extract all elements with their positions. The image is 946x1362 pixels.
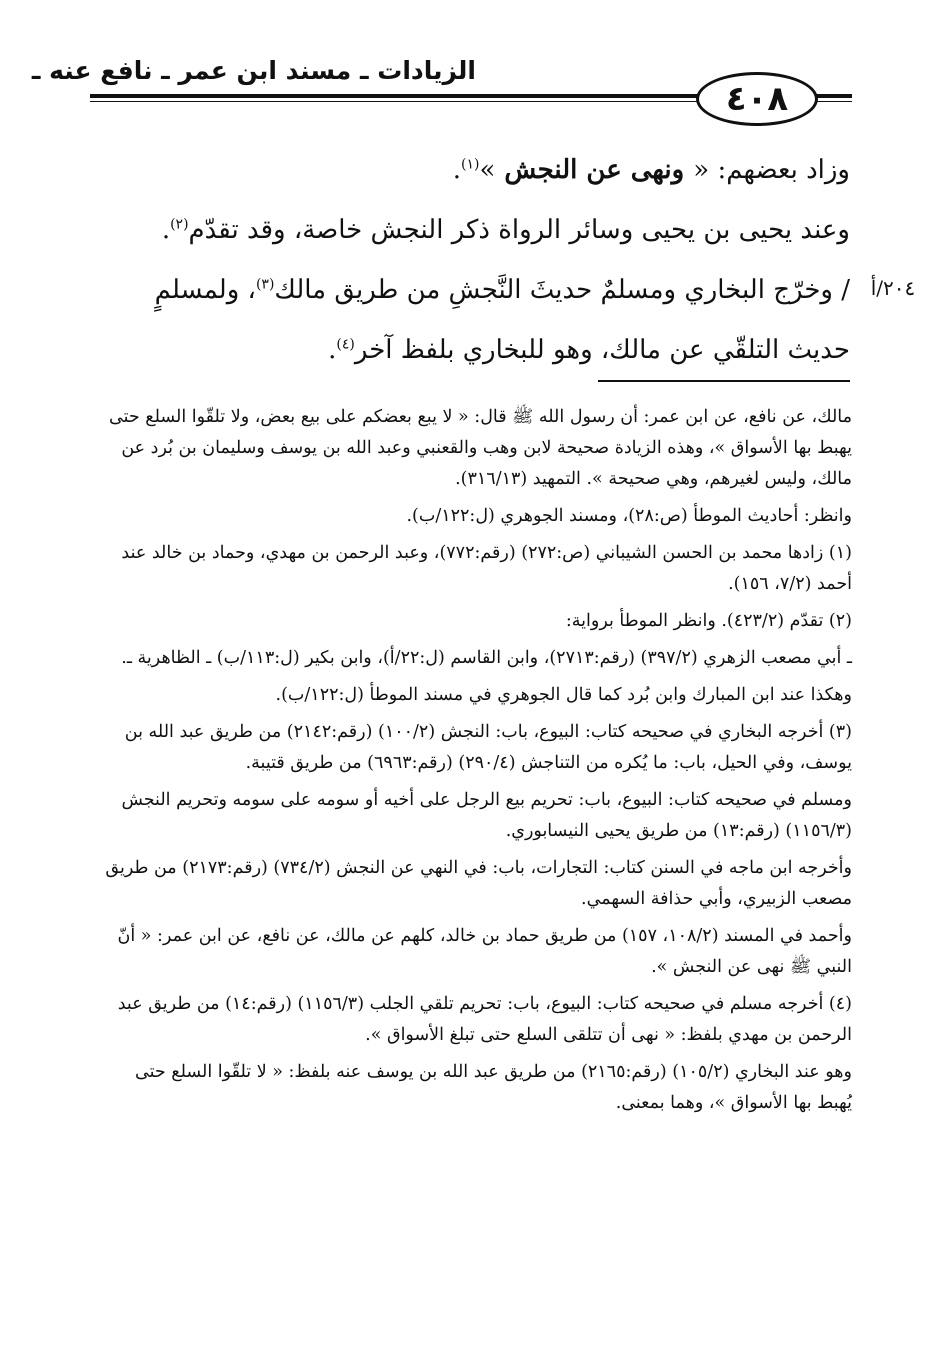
running-header: الزيادات ـ مسند ابن عمر ـ نافع عنه ـ: [31, 56, 476, 85]
footnote-ref-4[interactable]: (٤): [336, 336, 355, 353]
p1-end: .: [452, 155, 461, 185]
footnote-3-c: وأحمد في المسند (١٠٨/٢، ١٥٧) من طريق حماد بن خالد، كلهم عن مالك، عن نافع، عن ابن عمر: « أنّ النبي ﷺ نهى عن النجش ».: [117, 926, 852, 977]
footnotes: [95, 402, 852, 1125]
main-paragraph-1: [95, 140, 850, 200]
footnote-2-b: وهكذا عند ابن المبارك وابن بُرد كما قال الجوهري في مسند الموطأ (ل:١٢٢/ب).: [275, 685, 852, 705]
footnote-ref-3[interactable]: (٣): [255, 276, 275, 293]
p3-text-b: ، ولمسلمٍ حديث التلقّي عن مالك، وهو للبخاري بلفظ آخر: [154, 275, 850, 365]
footnote-ref-2[interactable]: (٢): [170, 216, 189, 233]
p1-text-a: وزاد بعضهم: «: [693, 155, 850, 185]
main-paragraph-3: [95, 260, 850, 380]
p3-end: .: [328, 335, 337, 365]
footnote-2: (٢) تقدّم (٤٢٣/٢). وانظر الموطأ برواية:: [565, 611, 852, 631]
footnote-4: (٤) أخرجه مسلم في صحيحه كتاب: البيوع، باب: تحريم تلقي الجلب (١١٥٦/٣) (رقم:١٤) من طريق عبد الرحمن بن مهدي بلفظ: « نهى أن تتلقى السلع حتى تبلغ الأسواق ».: [117, 994, 852, 1045]
footnote-separator: [598, 380, 850, 382]
footnote-3-b: وأخرجه ابن ماجه في السنن كتاب: التجارات، باب: في النهي عن النجش (٧٣٤/٢) (رقم:٢١٧٣) من طريق مصعب الزبيري، وأبي حذافة السهمي.: [105, 858, 852, 909]
main-text: [95, 140, 850, 380]
page-number: ٤٠٨: [696, 72, 818, 126]
p1-text-b: »: [479, 155, 496, 185]
footnote-2-a: ـ أبي مصعب الزهري (٣٩٧/٢) (رقم:٢٧١٣)، وابن القاسم (ل:٢٢/أ)، وابن بكير (ل:١١٣/ب) ـ الظاهرية ـ.: [121, 648, 852, 668]
p2-end: .: [161, 215, 171, 245]
p1-bold-quote: ونهى عن النجش: [495, 155, 694, 185]
footnote-3: (٣) أخرجه البخاري في صحيحه كتاب: البيوع، باب: النجش (١٠٠/٢) (رقم:٢١٤٢) من طريق عبد الله بن يوسف، وفي الحيل، باب: ما يُكره من التناجش (٢٩٠/٤) (رقم:٦٩٦٣) من طريق قتيبة.: [124, 722, 852, 773]
footnote-carryover-2: وانظر: أحاديث الموطأ (ص:٢٨)، ومسند الجوهري (ل:١٢٢/ب).: [406, 506, 852, 526]
footnote-3-a: ومسلم في صحيحه كتاب: البيوع، باب: تحريم بيع الرجل على أخيه أو سومه على سومه وتحريم النجش (١١٥٦/٣) (رقم:١٣) من طريق يحيى النيسابوري.: [121, 790, 852, 841]
p3-text-a: / وخرّج البخاري ومسلمٌ حديثَ النَّجشِ من طريق مالك: [274, 275, 850, 305]
main-paragraph-2: [95, 200, 850, 260]
footnote-4-a: وهو عند البخاري (١٠٥/٢) (رقم:٢١٦٥) من طريق عبد الله بن يوسف عنه بلفظ: « لا تلقّوا السلع حتى يُهبط بها الأسواق »، وهما بمعنى.: [135, 1062, 852, 1113]
footnote-1: (١) زادها محمد بن الحسن الشيباني (ص:٢٧٢) (رقم:٧٧٢)، وعبد الرحمن بن مهدي، وحماد بن خالد عند أحمد (٧/٢، ١٥٦).: [121, 543, 852, 594]
footnote-ref-1[interactable]: (١): [460, 156, 480, 173]
margin-reference: ٢٠٤/أ: [870, 276, 916, 300]
footnote-carryover: مالك، عن نافع، عن ابن عمر: أن رسول الله ﷺ قال: « لا يبع بعضكم على بيع بعض، ولا تلقّوا السلع حتى يهبط بها الأسواق »، وهذه الزيادة صحيحة لابن وهب والقعنبي وعبد الله بن يوسف وسليمان بن بُرد عن مالك، وليس لغيرهم، وهي صحيحة ». التمهيد (٣١٦/١٣).: [109, 407, 852, 489]
p2-text: وعند يحيى بن يحيى وسائر الرواة ذكر النجش خاصة، وقد تقدّم: [188, 215, 850, 245]
